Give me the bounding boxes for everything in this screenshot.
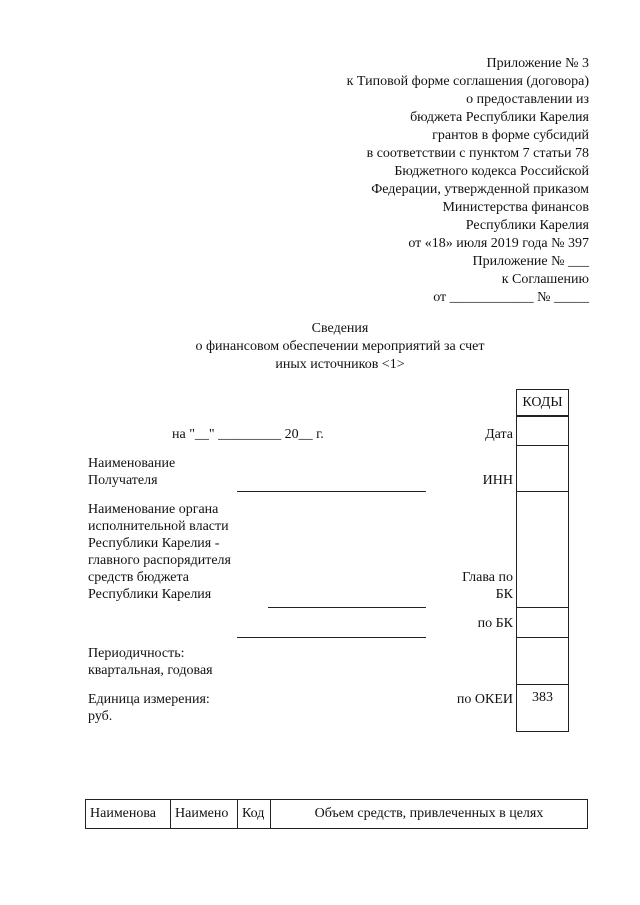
header-line: к Типовой форме соглашения (договора) (346, 74, 589, 89)
header-line: о предоставлении из (466, 92, 589, 107)
organ-label: Республики Карелия - (88, 536, 220, 551)
organ-label: исполнительной власти (88, 519, 229, 534)
header-line: Министерства финансов (442, 200, 589, 215)
unit-value: руб. (88, 709, 113, 724)
header-line: Приложение № ___ (472, 254, 589, 269)
codes-divider (516, 684, 569, 685)
organ-label: главного распорядителя (88, 553, 231, 568)
report-date-line: на "__" _________ 20__ г. (172, 427, 324, 442)
okei-label: по ОКЕИ (456, 692, 513, 707)
organ-label: средств бюджета (88, 570, 190, 585)
codes-divider (516, 637, 569, 638)
header-line: грантов в форме субсидий (432, 128, 589, 143)
codes-header: КОДЫ (522, 395, 563, 410)
organ-fill-line (268, 607, 426, 608)
header-line: Республики Карелия (465, 218, 589, 233)
recipient-fill-line (237, 491, 426, 492)
title-line: Сведения (311, 321, 369, 336)
periodicity-value: квартальная, годовая (88, 663, 213, 678)
header-line: от «18» июля 2019 года № 397 (408, 236, 589, 251)
table-header-row (86, 800, 588, 829)
title-line: о финансовом обеспечении мероприятий за счет (195, 339, 485, 354)
periodicity-label: Периодичность: (88, 646, 185, 661)
header-line: бюджета Республики Карелия (410, 110, 589, 125)
column-header: Объем средств, привлеченных в целях (271, 800, 588, 829)
header-line: в соответствии с пунктом 7 статьи 78 (366, 146, 589, 161)
okei-code-value: 383 (532, 690, 553, 705)
column-header: Наименова (86, 800, 171, 829)
codes-divider (516, 491, 569, 492)
date-label: Дата (485, 427, 513, 442)
header-line: Приложение № 3 (486, 56, 589, 71)
column-header: Код (238, 800, 271, 829)
header-line: Бюджетного кодекса Российской (394, 164, 589, 179)
organ-fill-line (237, 637, 426, 638)
organ-label: Республики Карелия (88, 587, 212, 602)
organ-label: Наименование органа (88, 502, 219, 517)
codes-divider (516, 607, 569, 608)
column-header: Наимено (171, 800, 238, 829)
codes-divider (516, 445, 569, 446)
recipient-label: Наименование (88, 456, 176, 471)
unit-label: Единица измерения: (88, 692, 210, 707)
title-line: иных источников <1> (275, 357, 405, 372)
glava-label: БК (495, 587, 513, 602)
header-line: Федерации, утвержденной приказом (371, 182, 589, 197)
funding-table (85, 799, 588, 829)
bk-label: по БК (477, 616, 513, 631)
header-line: к Соглашению (501, 272, 589, 287)
header-line: от ____________ № _____ (433, 290, 589, 305)
inn-label: ИНН (482, 473, 513, 488)
glava-label: Глава по (462, 570, 513, 585)
recipient-label: Получателя (88, 473, 158, 488)
